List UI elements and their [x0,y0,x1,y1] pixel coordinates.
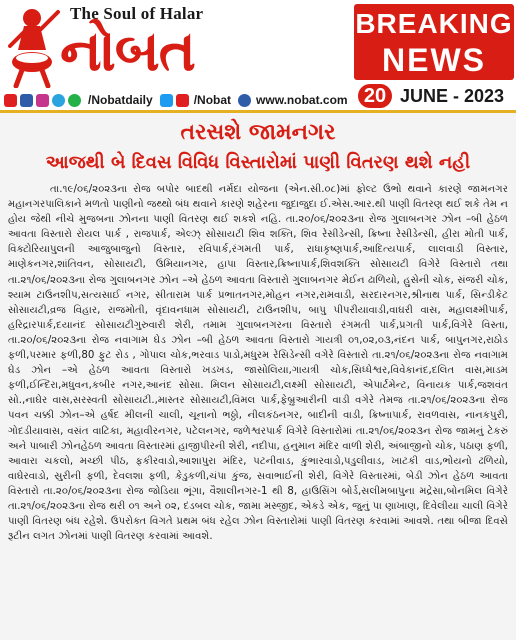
whatsapp-icon[interactable] [68,94,81,107]
social-handle[interactable]: /Nobatdaily [88,93,153,107]
brand-name: નોબત [60,19,195,84]
headline: તરસશે જામનગર [180,120,336,145]
youtube-icon[interactable] [4,94,17,107]
drummer-logo-icon [6,6,62,88]
instagram-icon[interactable] [36,94,49,107]
masthead [0,0,516,112]
date-month-year: JUNE - 2023 [400,86,505,106]
news-label: NEWS [382,42,486,78]
subheadline: આજથી બે દિવસ વિવિધ વિસ્તારોમાં પાણી વિતરણ થશે નહી [45,152,471,173]
breaking-news-badge [354,4,514,80]
tagline: The Soul of Halar [70,4,204,23]
divider [0,110,516,113]
website-url[interactable]: www.nobat.com [256,93,348,107]
article-body: તા.૧૯/૦૬/૨૦૨૩ના રોજ બપોર બાદથી નર્મદા યોજના (એન.સી.૦૮)માં ફોલ્ટ ઉભો થવાને કારણે જામનગર મહાનગરપાલિકાને મળતો પાણીનો જથ્થો બંધ થવાને કારણે શહેરના જુદાજુદા ઈ.એસ.આર.થી પાણી વિતરણ થઈ શકે તેમ ન હોય જેથી નીચે મુજબના ઝોનના પાણી વિતરણ થઈ શકશે નહિ. તા.૨૦/૦૬/૨૦૨૩ના રોજ ગુલાબનગર ઝોન –બી હેઠળ આવતા વિસ્તારો રોયલ પાર્ક , રાજપાર્ક, એલ્ઝ્ સોસાયટી શિવ શક્તિ, શિવ રેસીડેન્સી, ક્રિષ્ના રેસીડેન્સી, હીરા મોતી પાર્ક, વિક્ટોરિયાપુલની આજુબાજુનો વિસ્તાર, રવિપાર્ક,રંગમતી પાર્ક, રાધાકૃષ્ણપાર્ક,આદિત્યપાર્ક, લાલવાડી વિસ્તાર, માણેકનગર,શાંતિવન, સોસાયટી, ઉમિયાનગર, હાપા વિસ્તાર,ક્રિષ્નાપાર્ક,શિવશક્તિ સોસાયટી વિગેરે વિસ્તારો તથા તા.૨૧/૦૬/૨૦૨૩ના રોજ ગુલાબનગર ઝોન –એ હેઠળ આવતા વિસ્તારો ગુલાબનગર મેઈન ઢાળિયો, હુસેની ચોક, સંજરી ચોક, શ્યામ ટાઉનશીપ,સત્યસાઈ નગર, સીતારામ પાર્ક પ્રભાતનગર,મોહન નગર,રામવાડી, સરદારનગર,શ્રીનાથ પાર્ક, સિન્ડીકેટ સોસાયટી,વ્રજ વિહાર, રાજમોતી, વૃંદાવનધામ સોસાયટી, ટાઉનશીપ, બાપુ પીપરીયાવાડી,વાઘરી વાસ, મહાલક્ષ્મીપાર્ક, હરિદ્રારપાર્ક,દયાનંદ સોસાયટીગુરુવારી શેરી, તમામ ગુલાબનગરના વિસ્તારો રંગમતી પાર્ક,પ્રગતી પાર્ક,વિગેરે વિસ્તા, તા.૨૦/૦૬/૨૦૨૩ના રોજ નવાગામ ઘેડ ઝોન –બી હેઠળ આવતા વિસ્તારો ગાયત્રી ૦૧,૦૨,૦૩,નંદન પાર્ક, બાપુનગર,રાઠોડ ફળી,પરમાર ફળી,80 ફુટ રોડ , ગોપાલ ચોક,ભરવાડ પાડો,મધુરમ રેસિડેન્સી વગેરે વિસ્તારો તા.૨૧/૦૬/૨૦૨૩ના રોજ નવાગામ ઘેડ ઝોન –એ હેઠળ આવતા વિસ્તારો ખડખડ, જાસોલિયા,ગાયત્રી ચોક,સિધ્ધેશ્વર,વિવેકાનંદ,દલિત વાસ,માડમ ફળી,ઈન્દિરા,મધુવન,કબીર નગર,આનંદ સોસા. મિલન સોસાયટી,લક્ષ્મી સોસાયટી, એપાર્ટમેન્ટ, વિનાયક પાર્ક,જશવંત સો.,નાઘેર વાસ,સરસ્વતી સોસાયટી.,માસ્તર સોસાયટી,વિમલ પાર્ક,ફેબ્રુઆરીની વાડી વગેરે તેમજ તા.૨૧/૦૬/૨૦૨૩ના રોજ પવન ચક્કી ઝોન–એ હર્ષદ મીલની ચાલી, ચૂનાનો ભઠ્ઠો, નીલકંઠનગર, બાદીની વાડી, ક્રિષ્નાપાર્ક, રાવળવાસ, નાનકપુરી, ગોદડીયાવાસ, વસંત વાટિકા, મહાવીરનગર, પટેલનગર, જળેશ્વરપાર્ક વિગેરે વિસ્તારોમાં તા.૨૧/૦૬/૨૦૨૩ન રોજ જામનું ટેકરું અને પાબારી ઝોનહેઠળ આવતા વિસ્તારમાં હાજીપીરની શેરી, નદીપા, હનુમાન મંદિર વાળી શેરી, અંબાજીનો ચોક, પઠાણ ફળી, આવારા ચકલો, મચ્છી પીઠ, ફકીરવાડો,આશાપુરા મંદિર, પટનીવાડ, કુંભારવાડો,પડુલીવાડ, ખાટકી વાડ,ભોયનો ઢળિયો, વાઘેરવાડો, સુરીની ફળી, દેવલશા ફળી, કેડુકળી,ચંપા કુંજ, સવાભાઈની શેરી, વિગેરે વિસ્તારમાં, બેડી ઝોન હેઠળ આવતા વિસ્તારો તા.૨૦/૦૬/૨૦૨૩ના રોજ જોડિયા ભૂંગા, વૈશાલીનગર-1 થી 8, હાઉસિંગ બોર્ડ,સલીમબાપુના મદ્રેસા,બોનમિલ વિગેરે તા.૨૧/૦૬/૨૦૨૩ના રોજ થરી ૦૧ અને ૦૨, દંડબલ ચોક, જામા મસ્જીદ, એકડે એક, જુનું પા ણાખાણ, દિવેલીયા ચાલી વિગેરે પાણી વિતરણ બંધ રહેશે. ઉપરોક્ત વિગતે પ્રથમ બંધ રહેલ ઝોન વિસ્તારોમાં પાણી વિતરણ કરવામાં આવશે. તથા બીજા દિવસે રૂટીન લગત ઝોનમાં પાણી વિતરણ કરવામાં આવશે. [8,184,508,543]
facebook-icon[interactable] [20,94,33,107]
website-handle[interactable]: /Nobat [193,93,232,107]
globe-icon [238,94,251,107]
telegram-icon[interactable] [52,94,65,107]
social-bar [4,92,348,108]
twitter-icon[interactable] [160,94,173,107]
website-icon[interactable] [176,94,189,107]
breaking-label: BREAKING [355,8,513,39]
date-day: 20 [358,84,392,108]
